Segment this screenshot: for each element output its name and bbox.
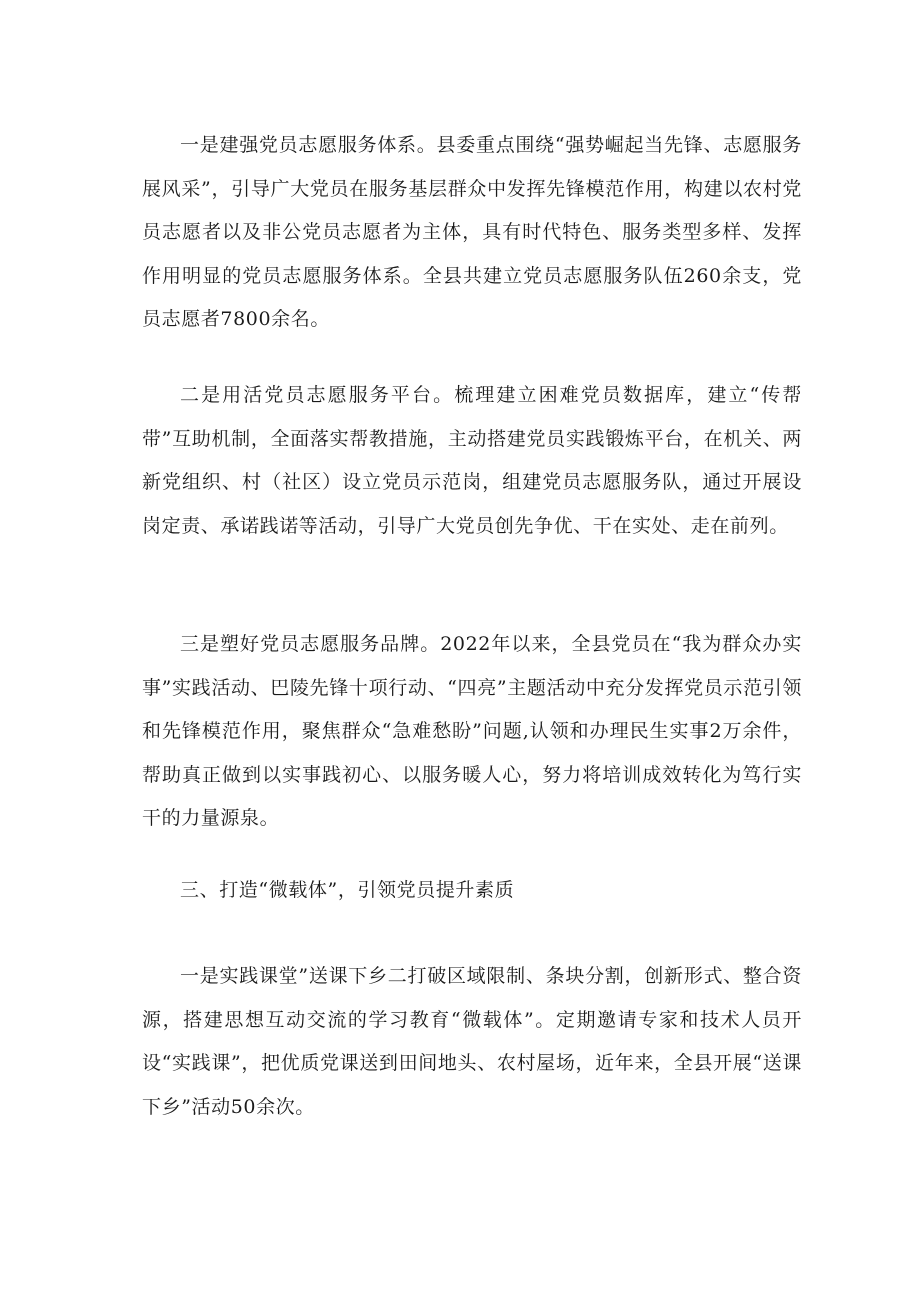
paragraph-practice-classroom: 一是实践课堂”送课下乡二打破区域限制、条块分割，创新形式、整合资源，搭建思想互动交流的学习教育“微载体”。定期邀请专家和技术人员开设“实践课”，把优质党课送到田间地头、农村屋场，近年来，全县开展“送课下乡”活动50余次。 — [142, 965, 802, 1118]
paragraph-volunteer-system: 一是建强党员志愿服务体系。县委重点围绕“强势崛起当先锋、志愿服务展风采”，引导广大党员在服务基层群众中发挥先锋模范作用，构建以农村党员志愿者以及非公党员志愿者为主体，具有时代特色、服务类型多样、发挥作用明显的党员志愿服务体系。全县共建立党员志愿服务队伍260余支，党员志愿者7800余名。 — [142, 134, 802, 330]
paragraph-volunteer-brand: 三是塑好党员志愿服务品牌。2022年以来，全县党员在“我为群众办实事”实践活动、巴陵先锋十项行动、“四亮”主题活动中充分发挥党员示范引领和先锋模范作用，聚焦群众“急难愁盼”问题,认领和办理民生实事2万余件，帮助真正做到以实事践初心、以服务暖人心，努力将培训成效转化为笃行实干的力量源泉。 — [142, 633, 802, 829]
paragraph-volunteer-platform: 二是用活党员志愿服务平台。梳理建立困难党员数据库，建立“传帮带”互助机制，全面落实帮教措施，主动搭建党员实践锻炼平台，在机关、两新党组织、村（社区）设立党员示范岗，组建党员志愿服务队，通过开展设岗定责、承诺践诺等活动，引导广大党员创先争优、干在实处、走在前列。 — [142, 384, 802, 537]
section-heading: 三、打造“微载体”，引领党员提升素质 — [180, 879, 515, 901]
